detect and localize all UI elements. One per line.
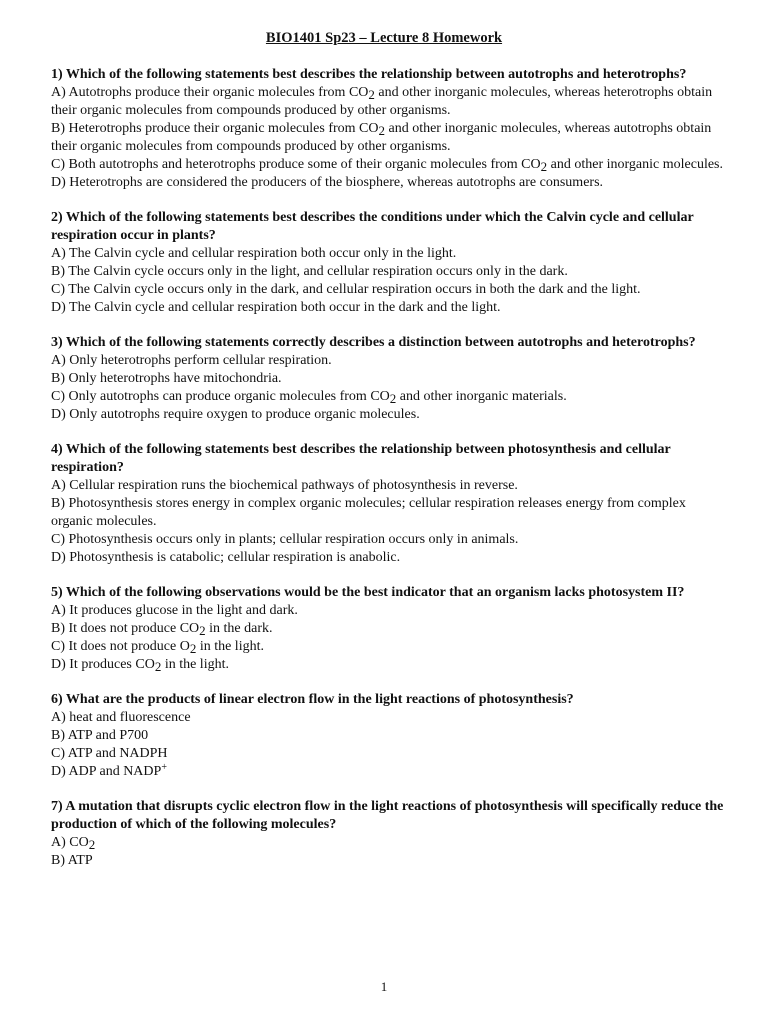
- answer-option: [51, 84, 731, 120]
- answer-option: [51, 263, 731, 281]
- option-text-before: A) Cellular respiration runs the biochemical pathways of photosynthesis in reverse.: [51, 478, 518, 493]
- option-text-before: C) It does not produce O: [51, 639, 190, 654]
- answer-option: [51, 620, 731, 638]
- answer-option: [51, 245, 731, 263]
- option-text-sub: 2: [540, 159, 548, 174]
- option-text-sub: 2: [189, 641, 197, 656]
- answer-option: [51, 156, 731, 174]
- option-text-before: B) ATP: [51, 853, 93, 868]
- option-text-sub: 2: [154, 659, 162, 674]
- question-4: [51, 441, 731, 567]
- answer-option: [51, 531, 731, 549]
- option-text-before: B) It does not produce CO: [51, 621, 200, 636]
- page-number: 1: [380, 979, 388, 994]
- answer-option: [51, 709, 731, 727]
- answer-option: [51, 638, 731, 656]
- answer-option: [51, 477, 731, 495]
- question-1: [51, 66, 731, 192]
- option-text-before: B) Photosynthesis stores energy in complex organic molecules; cellular respiration releases energy from complex organic molecules.: [51, 496, 686, 529]
- option-text-before: D) ADP and NADP: [51, 764, 162, 779]
- option-text-before: C) The Calvin cycle occurs only in the dark, and cellular respiration occurs in both the dark and the light.: [51, 282, 641, 297]
- answer-option: [51, 602, 731, 620]
- option-text-before: B) The Calvin cycle occurs only in the light, and cellular respiration occurs only in the dark.: [51, 264, 568, 279]
- option-text-before: B) Heterotrophs produce their organic molecules from CO: [51, 121, 379, 136]
- question-stem: 6) What are the products of linear electron flow in the light reactions of photosynthesis?: [51, 692, 574, 707]
- answer-option: [51, 495, 731, 531]
- option-text-before: D) The Calvin cycle and cellular respiration both occur in the dark and the light.: [51, 300, 501, 315]
- option-text-after: in the light.: [196, 639, 264, 654]
- option-text-sub: 2: [389, 391, 397, 406]
- option-text-before: C) Both autotrophs and heterotrophs produce some of their organic molecules from CO: [51, 157, 541, 172]
- option-text-before: B) Only heterotrophs have mitochondria.: [51, 371, 282, 386]
- answer-option: [51, 763, 731, 781]
- answer-option: [51, 406, 731, 424]
- option-text-before: A) Only heterotrophs perform cellular respiration.: [51, 353, 332, 368]
- question-2: [51, 209, 731, 317]
- answer-option: [51, 299, 731, 317]
- answer-option: [51, 370, 731, 388]
- option-text-sub: 2: [199, 623, 206, 638]
- answer-option: [51, 745, 731, 763]
- option-text-before: B) ATP and P700: [51, 728, 149, 743]
- answer-option: [51, 388, 731, 406]
- question-list: [51, 66, 731, 887]
- answer-option: [51, 852, 731, 870]
- option-text-sub: 2: [88, 837, 96, 852]
- option-text-before: A) CO: [51, 835, 89, 850]
- option-text-before: A) heat and fluorescence: [51, 710, 191, 725]
- option-text-before: D) Only autotrophs require oxygen to produce organic molecules.: [51, 407, 420, 422]
- option-text-after: in the light.: [161, 657, 229, 672]
- answer-option: [51, 727, 731, 745]
- option-text-after: and other inorganic molecules, whereas autotrophs obtain their organic molecules from compounds produced by other organisms.: [51, 121, 712, 154]
- option-text-after: in the dark.: [205, 621, 273, 636]
- question-7: [51, 798, 731, 870]
- option-text-sup: +: [161, 762, 167, 773]
- option-text-before: C) ATP and NADPH: [51, 746, 168, 761]
- option-text-sub: 2: [368, 87, 375, 102]
- option-text-sub: 2: [378, 123, 385, 138]
- option-text-before: A) The Calvin cycle and cellular respiration both occur only in the light.: [51, 246, 457, 261]
- option-text-before: C) Only autotrophs can produce organic molecules from CO: [51, 389, 390, 404]
- answer-option: [51, 352, 731, 370]
- option-text-before: D) Heterotrophs are considered the producers of the biosphere, whereas autotrophs are consumers.: [51, 175, 604, 190]
- option-text-after: and other inorganic molecules, whereas heterotrophs obtain their organic molecules from compounds produced by other organisms.: [51, 85, 713, 118]
- option-text-before: D) It produces CO: [51, 657, 155, 672]
- option-text-before: C) Photosynthesis occurs only in plants; cellular respiration occurs only in animals.: [51, 532, 519, 547]
- question-6: [51, 691, 731, 781]
- option-text-after: and other inorganic materials.: [396, 389, 567, 404]
- document-title: BIO1401 Sp23 – Lecture 8 Homework: [265, 30, 503, 46]
- answer-option: [51, 281, 731, 299]
- option-text-before: A) It produces glucose in the light and dark.: [51, 603, 298, 618]
- option-text-before: A) Autotrophs produce their organic molecules from CO: [51, 85, 369, 100]
- question-stem: 7) A mutation that disrupts cyclic electron flow in the light reactions of photosynthesis will specifically reduce the production of which of the following molecules?: [51, 799, 724, 832]
- question-stem: 5) Which of the following observations would be the best indicator that an organism lacks photosystem II?: [51, 585, 685, 600]
- question-stem: 1) Which of the following statements best describes the relationship between autotrophs and heterotrophs?: [51, 67, 687, 82]
- option-text-after: and other inorganic molecules.: [547, 157, 723, 172]
- answer-option: [51, 174, 731, 192]
- question-5: [51, 584, 731, 674]
- question-stem: 4) Which of the following statements best describes the relationship between photosynthesis and cellular respiration?: [51, 442, 671, 475]
- option-text-before: D) Photosynthesis is catabolic; cellular respiration is anabolic.: [51, 550, 401, 565]
- answer-option: [51, 120, 731, 156]
- question-stem: 3) Which of the following statements correctly describes a distinction between autotrophs and heterotrophs?: [51, 335, 696, 350]
- question-stem: 2) Which of the following statements best describes the conditions under which the Calvin cycle and cellular respiration occur in plants?: [51, 210, 694, 243]
- answer-option: [51, 656, 731, 674]
- answer-option: [51, 834, 731, 852]
- answer-option: [51, 549, 731, 567]
- question-3: [51, 334, 731, 424]
